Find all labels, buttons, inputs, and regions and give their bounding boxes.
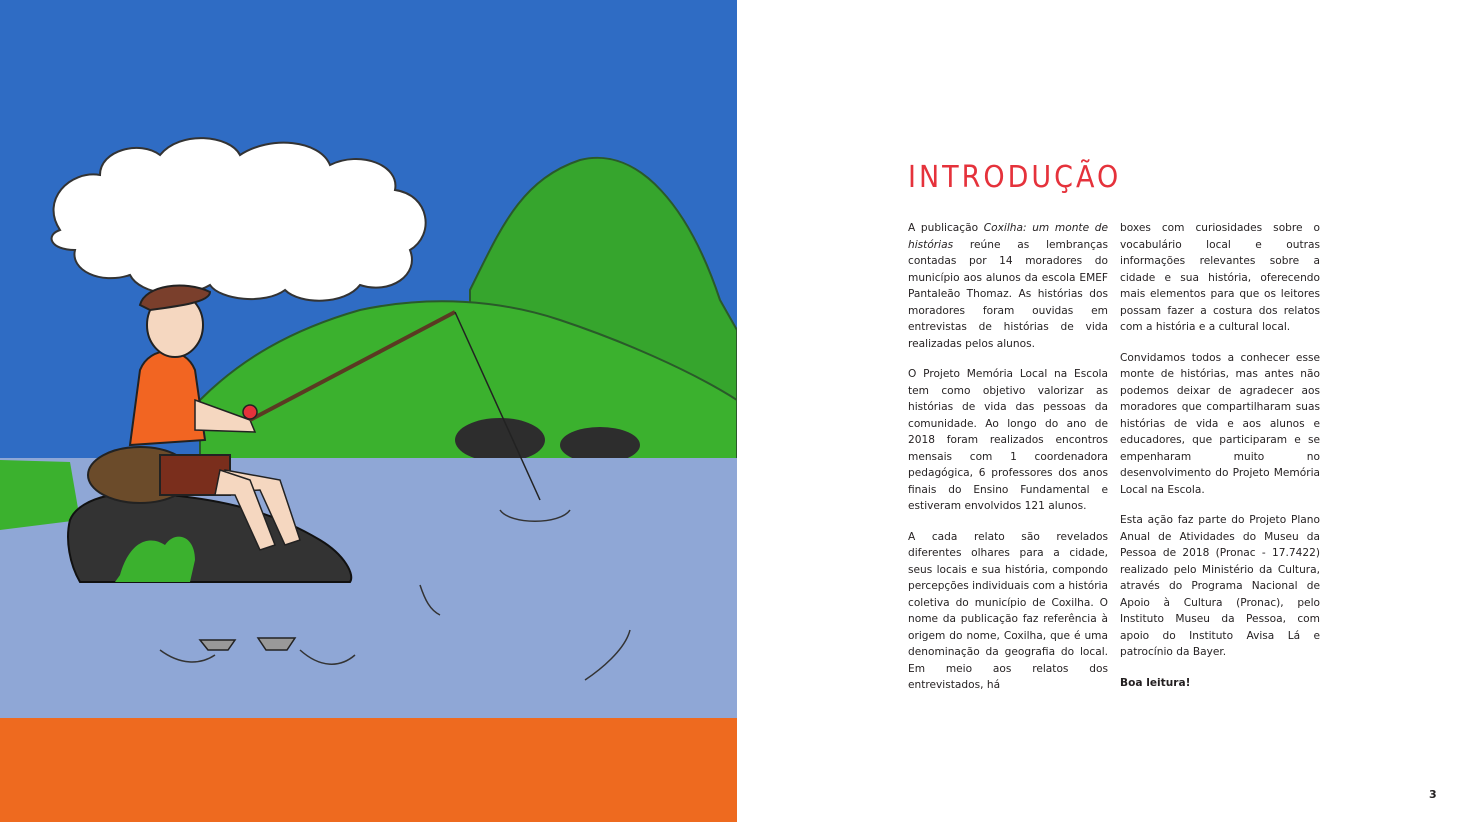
hill-rock [455,418,545,462]
text-column-right [1120,220,1320,705]
paragraph: boxes com curiosidades sobre o vocabulário local e outras informações relevantes sobre a cidade e sua história, oferecendo mais elementos para que os leitores possam fazer a costura dos relatos com a história e a cultural local. [1120,222,1320,333]
page-title: INTRODUÇÃO [908,160,1122,195]
paragraph: O Projeto Memória Local na Escola tem como objetivo valorizar as histórias de vida das pessoas da comunidade. Ao longo do ano de 2018 foram realizados encontros mensais com 1 coordenadora pedagógica, 6 professores dos anos finais do Ensino Fundamental e estiveram envolvidos 121 alunos. [908,368,1108,512]
fisherman-shirt [130,351,205,445]
paragraph: A cada relato são revelados diferentes olhares para a cidade, seus locais e sua história, compondo percepções individuais com a história coletiva do município de Coxilha. O nome da publicação faz referência à origem do nome, Coxilha, que é uma denominação da geografia do local. Em meio aos relatos dos entrevistados, há [908,530,1108,691]
closing-line: Boa leitura! [1120,676,1191,689]
paragraph: Convidamos todos a conhecer esse monte de histórias, mas antes não podemos deixar de agradecer aos moradores que compartilharam suas histórias de vida e aos alunos e educadores, que participaram e se empenharam muito no desenvolvimento do Projeto Memória Local na Escola. [1120,351,1320,496]
text-column-left [908,220,1108,708]
ground [0,718,737,822]
fishing-reel [243,405,257,419]
paragraph-text: reúne as lembranças contadas por 14 moradores do município aos alunos da escola EMEF Pantaleão Thomaz. As histórias dos moradores foram ouvidas em entrevistas de histórias de vida realizadas pelos alunos. [908,238,1108,350]
page-number: 3 [1429,788,1437,801]
text-page [737,0,1474,822]
hill-rock-2 [560,427,640,463]
paragraph-text: A publicação [908,222,984,234]
publication-title: Coxilha: um monte de histórias [908,222,1108,251]
paragraph [908,220,1108,352]
paragraph: Esta ação faz parte do Projeto Plano Anual de Atividades do Museu da Pessoa de 2018 (Pronac - 17.7422) realizado pelo Ministério da Cultura, através do Programa Nacional de Apoio à Cultura (Pronac), pelo Instituto Museu da Pessoa, com apoio do Instituto Avisa Lá e patrocínio da Bayer. [1120,514,1320,658]
left-bank [0,460,80,530]
cloud [52,138,426,301]
